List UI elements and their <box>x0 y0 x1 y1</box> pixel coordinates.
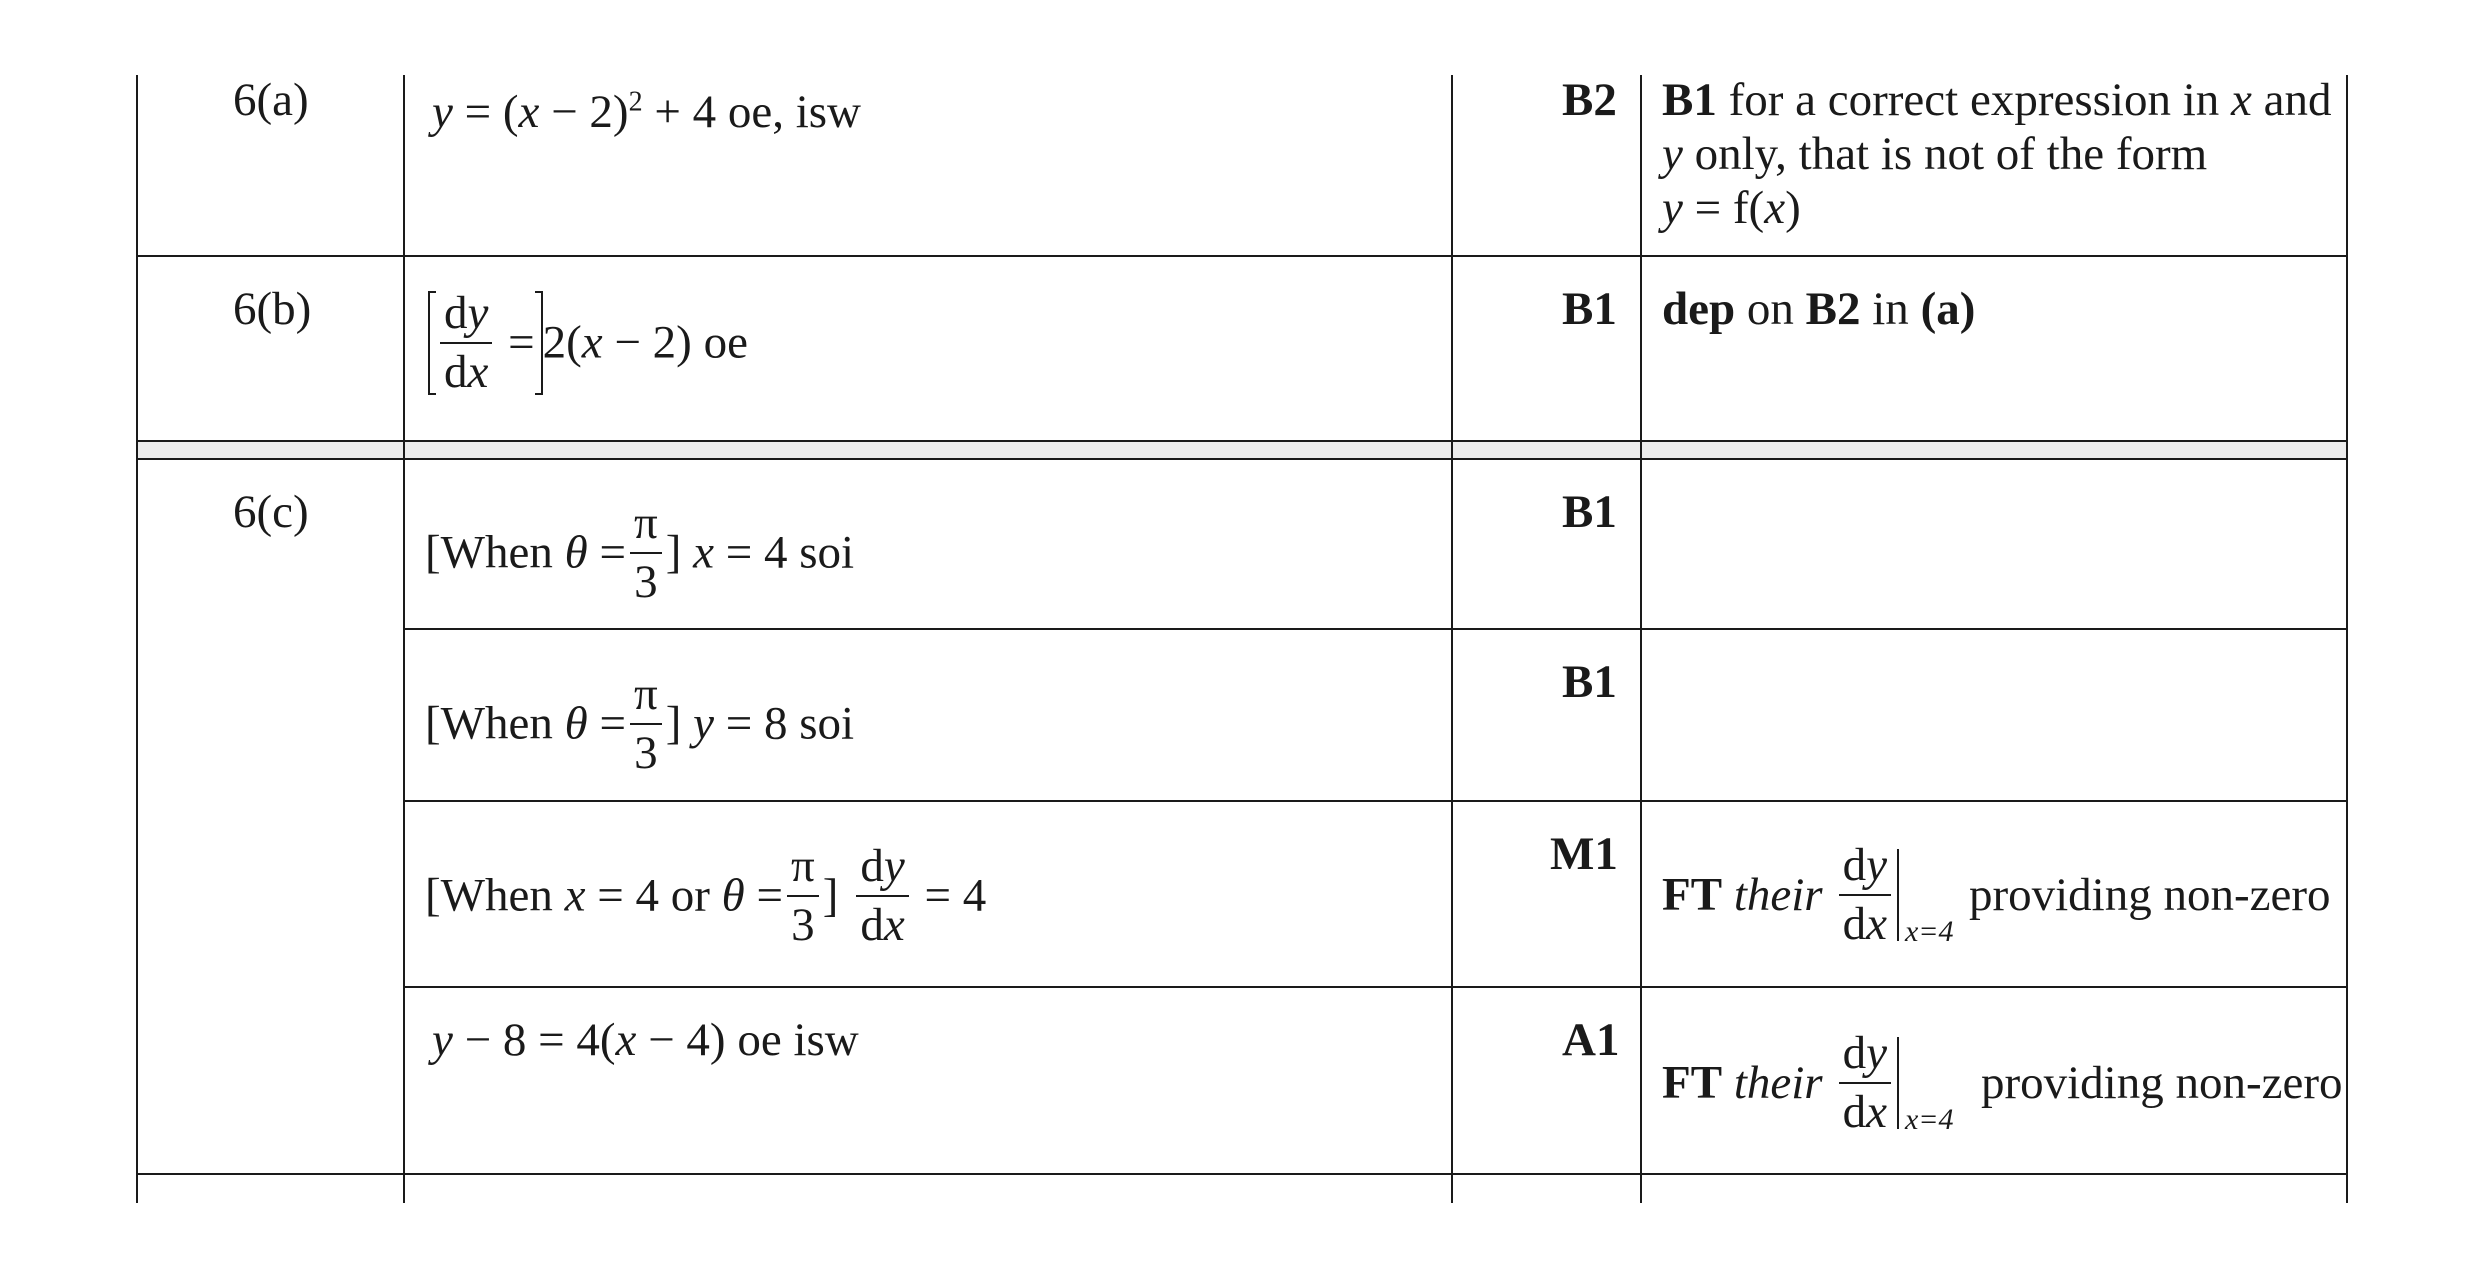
question-number: 6(c) <box>233 486 309 538</box>
row-divider <box>136 1173 2348 1175</box>
guidance-cell: dep on B2 in (a) <box>1662 283 1976 335</box>
marks-cell: M1 <box>1550 828 1618 880</box>
row-divider <box>136 440 2348 442</box>
table-column-divider <box>1640 75 1642 1203</box>
marks-cell: B1 <box>1562 486 1617 538</box>
row-divider <box>403 986 2348 988</box>
evaluation-bar: x=4 <box>1897 1037 1899 1129</box>
marks-cell: B1 <box>1562 283 1617 335</box>
right-bracket <box>535 291 543 395</box>
derivative-fraction: $\frac{dy}{dx}$ <box>856 843 908 949</box>
derivative-fraction: $\frac{dy}{dx}$ <box>1839 1030 1891 1136</box>
question-number: 6(b) <box>233 283 312 335</box>
left-bracket <box>428 291 436 395</box>
table-column-divider <box>403 75 405 1203</box>
derivative-fraction: $\frac{dy}{dx}$ <box>440 290 492 396</box>
table-border-left <box>136 75 138 1203</box>
guidance-cell-line: y only, that is not of the form <box>1662 128 2208 180</box>
section-separator-band <box>138 442 2346 459</box>
row-divider <box>136 458 2348 460</box>
table-border-right <box>2346 75 2348 1203</box>
row-divider <box>136 255 2348 257</box>
pi-over-three-fraction: $\frac{\pi}{3}$ <box>787 843 819 949</box>
guidance-cell: FT their $\frac{dy}{dx}$ x=4 providing non-zero <box>1662 839 2331 950</box>
answer-cell: [When θ = $\frac{\pi}{3}$ ] x = 4 soi <box>425 497 855 608</box>
answer-cell: $y = (x - 2)^2 + 4$ oe, isw <box>432 86 862 138</box>
answer-cell: $\frac{dy}{dx}$ = 2(x − 2) oe <box>428 290 748 396</box>
guidance-cell-line: y = f(x) <box>1662 182 1801 234</box>
answer-cell: y − 8 = 4(x − 4) oe isw <box>432 1014 859 1066</box>
derivative-fraction: $\frac{dy}{dx}$ <box>1839 842 1891 948</box>
guidance-cell: FT their $\frac{dy}{dx}$ x=4 providing non-zero <box>1662 1027 2343 1138</box>
pi-over-three-fraction: $\frac{\pi}{3}$ <box>630 500 662 606</box>
evaluation-bar: x=4 <box>1897 849 1899 941</box>
pi-over-three-fraction: $\frac{\pi}{3}$ <box>630 671 662 777</box>
table-column-divider <box>1451 75 1453 1203</box>
question-number: 6(a) <box>233 74 309 126</box>
answer-cell: [When x = 4 or θ = $\frac{\pi}{3}$ ] $\frac{dy}{dx}$ = 4 <box>425 840 987 951</box>
row-divider <box>403 800 2348 802</box>
answer-cell: [When θ = $\frac{\pi}{3}$ ] y = 8 soi <box>425 668 855 779</box>
row-divider <box>403 628 2348 630</box>
marks-cell: A1 <box>1562 1014 1620 1066</box>
marks-cell: B1 <box>1562 656 1617 708</box>
guidance-cell: B1 for a correct expression in x and <box>1662 74 2332 126</box>
marks-cell: B2 <box>1562 74 1617 126</box>
